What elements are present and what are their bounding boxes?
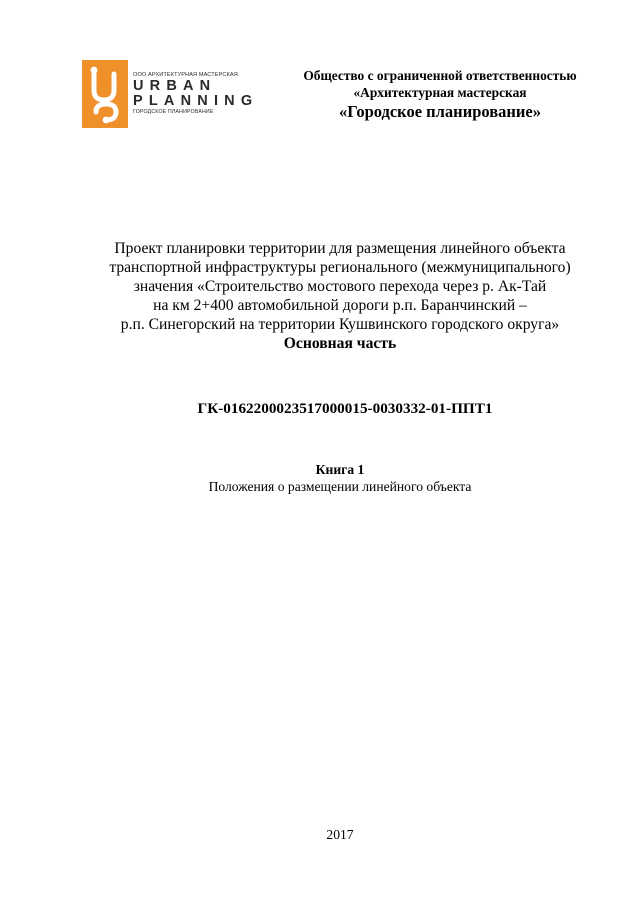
document-code: ГК-0162200023517000015-0030332-01-ППТ1 bbox=[197, 400, 493, 417]
logo-company-type: ООО АРХИТЕКТУРНАЯ МАСТЕРСКАЯ bbox=[133, 72, 238, 78]
logo-tagline: ГОРОДСКОЕ ПЛАНИРОВАНИЕ bbox=[133, 109, 214, 115]
organization-line-3: «Городское планирование» bbox=[339, 102, 541, 121]
book-subtitle: Положения о размещении линейного объекта bbox=[208, 479, 472, 494]
organization-line-1: Общество с ограниченной ответственностью bbox=[303, 68, 577, 83]
project-title-line: Проект планировки территории для размещения линейного объекта bbox=[114, 240, 566, 257]
project-title-line: транспортной инфраструктуры регионального (межмуниципального) bbox=[109, 259, 571, 276]
organization-line-2: «Архитектурная мастерская bbox=[353, 85, 527, 100]
project-title bbox=[40, 239, 640, 353]
project-title-line: р.п. Синегорский на территории Кушвинского городского округа» bbox=[120, 316, 560, 333]
book-block bbox=[40, 461, 640, 495]
logo-planning: PLANNING bbox=[133, 93, 259, 109]
company-logo bbox=[82, 60, 258, 128]
document-year: 2017 bbox=[326, 827, 354, 842]
book-title: Книга 1 bbox=[315, 462, 365, 477]
logo-wordmark bbox=[133, 72, 258, 116]
urban-planning-logo-icon bbox=[82, 60, 128, 128]
organization-name bbox=[260, 67, 620, 122]
project-title-line: значения «Строительство мостового перехода через р. Ак-Тай bbox=[133, 278, 547, 295]
project-title-line: на км 2+400 автомобильной дороги р.п. Баранчинский – bbox=[153, 297, 527, 314]
project-part-label: Основная часть bbox=[283, 335, 397, 352]
logo-urban: URBAN bbox=[133, 78, 217, 94]
